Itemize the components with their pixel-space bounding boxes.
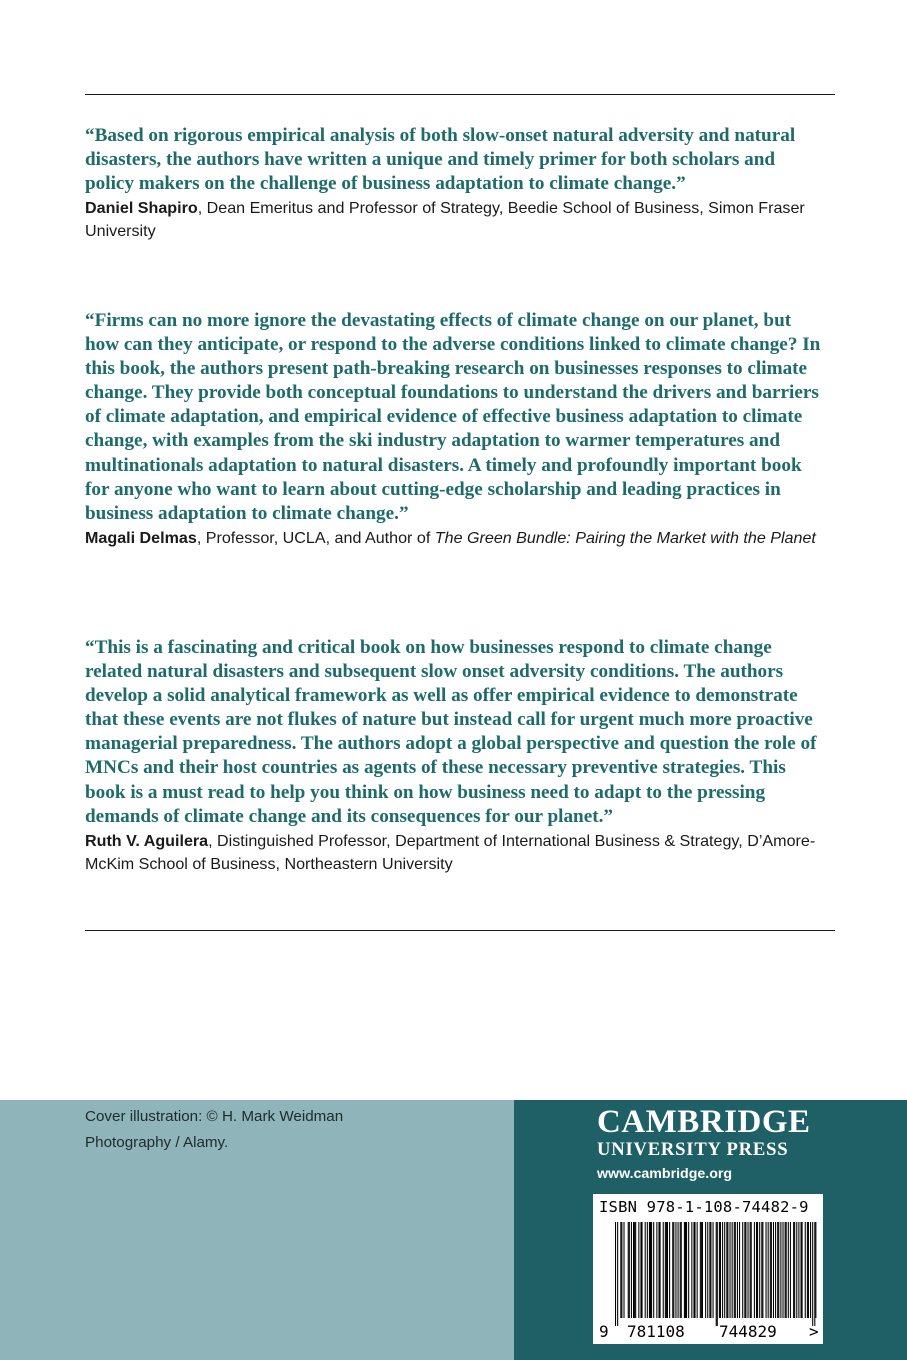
endorser-name: Ruth V. Aguilera [85,831,209,850]
barcode-bar [649,1222,650,1318]
barcode-bar [633,1222,634,1318]
barcode-bar [719,1222,720,1318]
barcode-bars [615,1222,816,1326]
barcode-bar [628,1222,629,1318]
barcode-bar [647,1222,648,1318]
barcode-bar [750,1222,751,1318]
publisher-logo [597,1104,837,1184]
barcode-bar [697,1222,698,1318]
barcode-bar [717,1222,718,1326]
barcode-bar [786,1222,787,1318]
barcode-bar [673,1222,674,1318]
barcode-bar [635,1222,636,1318]
cover-credit [85,1104,385,1156]
barcode-digits-left: 781108 [627,1322,685,1341]
endorsement-attribution [85,197,825,243]
barcode-bar [805,1222,806,1318]
barcode-bar [685,1222,686,1318]
barcode-bar [778,1222,779,1318]
barcode-bar [737,1222,738,1318]
barcode-bar [675,1222,676,1318]
endorser-book-title: The Green Bundle: Pairing the Market with the Planet [434,528,816,547]
barcode-bar [680,1222,681,1318]
barcode-bar [761,1222,762,1318]
barcode-bar [658,1222,659,1318]
barcode-bar [669,1222,670,1318]
barcode-bar [638,1222,639,1318]
barcode-bar [727,1222,728,1318]
barcode-bar [773,1222,774,1318]
barcode-bar [798,1222,799,1318]
publisher-website: www.cambridge.org [597,1166,733,1182]
barcode-bar [720,1222,721,1318]
barcode-bar [790,1222,791,1318]
barcode-bar [814,1222,815,1326]
barcode-bar [700,1222,701,1318]
barcode-bar [640,1222,641,1318]
barcode-bar [695,1222,696,1318]
barcode-bar [726,1222,727,1318]
barcode-bar [802,1222,803,1318]
barcode-bar [691,1222,692,1318]
barcode-bar [713,1222,714,1318]
barcode-bar [621,1222,622,1318]
barcode-bar [693,1222,694,1318]
endorser-name: Daniel Shapiro [85,199,198,218]
barcode-bar [744,1222,745,1318]
barcode-bar [810,1222,811,1318]
endorser-affiliation: , Dean Emeritus and Professor of Strategy, Beedie School of Business, Simon Fraser University [85,199,805,241]
barcode-bar [748,1222,749,1318]
barcode-bar [642,1222,643,1318]
barcode-bar [722,1222,723,1318]
endorser-affiliation: , Distinguished Professor, Department of International Business & Strategy, D’Amore-McKim School of Business, Northeastern University [85,831,816,873]
barcode-bar [615,1222,616,1326]
barcode-bar [756,1222,757,1318]
barcode-bar [724,1222,725,1318]
barcode-graphic [593,1194,823,1344]
barcode-bar [732,1222,733,1318]
barcode-bar [771,1222,772,1318]
barcode-bar [634,1222,635,1318]
barcode-bar [620,1222,621,1318]
barcode-bar [768,1222,769,1318]
barcode-digits-right: 744829 [719,1322,777,1341]
bottom-rule [85,930,835,931]
barcode-bar [629,1222,630,1318]
publisher-subname: UNIVERSITY PRESS [597,1139,789,1160]
publisher-name: CAMBRIDGE [597,1104,811,1140]
barcode-bar [793,1222,794,1318]
endorsement-delmas [85,309,825,550]
endorsement-quote: “Based on rigorous empirical analysis of both slow-onset natural adversity and natural disasters, the authors have written a unique and timely primer for both scholars and policy makers on the challenge of business adaptation to climate change.” [85,125,796,195]
barcode-bar [757,1222,758,1318]
barcode-bar [770,1222,771,1318]
endorsement-quote: “This is a fascinating and critical book on how businesses respond to climate change related natural disasters and subsequent slow onset adversity conditions. The authors develop a solid analytical framework as well as offer empirical evidence to demonstrate that these events are not flukes of nature but instead call for urgent much more proactive managerial preparedness. The authors adopt a global perspective and question the role of MNCs and their host countries as agents of these necessary preventive strategies. This book is a must read to help you think on how business need to adapt to the pressing demands of climate change and its consequences for our planet.” [85,637,817,827]
barcode-bar [645,1222,646,1318]
barcode-bar [710,1222,711,1318]
barcode-bar [788,1222,789,1318]
cover-credit-line-1: Cover illustration: © H. Mark Weidman [85,1108,344,1125]
cover-credit-line-2: Photography / Alamy. [85,1134,229,1151]
barcode-bar [667,1222,668,1318]
barcode-bar [623,1222,624,1318]
barcode-digit-lead: 9 [599,1322,609,1341]
barcode-bar [766,1222,767,1318]
barcode-bar [807,1222,808,1318]
barcode-bar [754,1222,755,1318]
barcode-bar [815,1222,816,1318]
barcode-bar [686,1222,687,1318]
barcode-bar [801,1222,802,1318]
barcode-bar [734,1222,735,1318]
barcode-bar [742,1222,743,1318]
barcode-bar [617,1222,618,1326]
barcode-quiet-zone-marker: > [809,1322,819,1341]
barcode-bar [735,1222,736,1318]
barcode-bar [707,1222,708,1318]
barcode-bar [729,1222,730,1318]
barcode-bar [660,1222,661,1318]
endorser-name: Magali Delmas [85,528,197,547]
barcode-bar [759,1222,760,1318]
endorsement-quote: “Firms can no more ignore the devastating effects of climate change on our planet, but how can they anticipate, or respond to the adverse conditions linked to climate change? In this book, the authors present path-breaking research on businesses responses to climate change. They provide both conceptual foundations to understand the drivers and barriers of climate adaptation, and empirical evidence of effective business adaptation to climate change, with examples from the ski industry adaptation to warmer temperatures and multinationals adaptation to natural disasters. A timely and profoundly important book for anyone who want to learn about cutting-edge scholarship and leading practices in business adaptation to climate change.” [85,310,821,524]
barcode-bar [672,1222,673,1318]
barcode-bar [716,1222,717,1326]
barcode-bar [762,1222,763,1318]
endorsement-attribution [85,527,825,550]
barcode-bar [702,1222,703,1318]
endorsement-shapiro [85,124,825,243]
barcode-bar [812,1222,813,1326]
barcode-bar [701,1222,702,1318]
barcode-bar [688,1222,689,1318]
top-rule [85,94,835,95]
barcode-bar [681,1222,682,1318]
barcode-bar [751,1222,752,1318]
barcode-bar [777,1222,778,1318]
endorsement-aguilera [85,636,825,876]
barcode-bar [739,1222,740,1318]
isbn-barcode [593,1194,823,1344]
barcode-bar [794,1222,795,1318]
barcode-bar [650,1222,651,1318]
barcode-bar [709,1222,710,1318]
barcode-bar [631,1222,632,1318]
barcode-bar [663,1222,664,1318]
barcode-bar [666,1222,667,1318]
barcode-bar [808,1222,809,1318]
barcode-bar [653,1222,654,1318]
isbn-label: ISBN 978-1-108-74482-9 [599,1198,809,1216]
barcode-bar [678,1222,679,1318]
barcode-bar [745,1222,746,1318]
barcode-bar [705,1222,706,1318]
barcode-bar [684,1222,685,1318]
barcode-bar [656,1222,657,1318]
barcode-bar [775,1222,776,1318]
endorser-affiliation: , Professor, UCLA, and Author of [196,528,435,547]
barcode-bar [796,1222,797,1318]
barcode-bar [780,1222,781,1318]
endorsement-attribution [85,830,825,876]
barcode-bar [651,1222,652,1318]
barcode-bar [665,1222,666,1318]
barcode-bar [782,1222,783,1318]
barcode-bar [785,1222,786,1318]
